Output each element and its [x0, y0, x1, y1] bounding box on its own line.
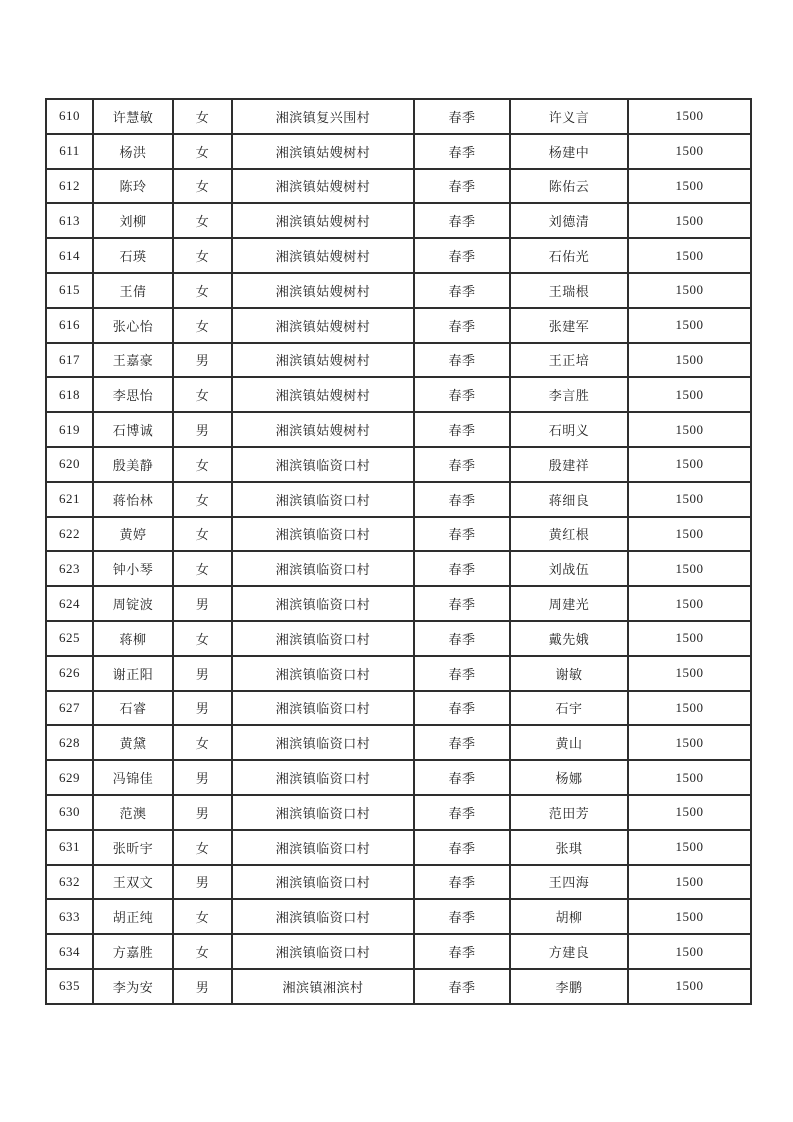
- table-row: [46, 343, 751, 378]
- cell-gender: 女: [173, 621, 232, 656]
- cell-season: 春季: [414, 621, 510, 656]
- cell-season: 春季: [414, 308, 510, 343]
- records-table: [45, 98, 752, 1005]
- cell-guardian: 杨娜: [510, 760, 628, 795]
- cell-season: 春季: [414, 551, 510, 586]
- cell-amount: 1500: [628, 308, 751, 343]
- cell-row-number: 614: [46, 238, 93, 273]
- cell-row-number: 623: [46, 551, 93, 586]
- cell-name: 石博诚: [93, 412, 173, 447]
- cell-village: 湘滨镇临资口村: [232, 447, 414, 482]
- cell-season: 春季: [414, 377, 510, 412]
- table-row: [46, 412, 751, 447]
- cell-village: 湘滨镇临资口村: [232, 725, 414, 760]
- cell-gender: 女: [173, 203, 232, 238]
- cell-gender: 女: [173, 169, 232, 204]
- table-row: [46, 238, 751, 273]
- table-row: [46, 899, 751, 934]
- cell-season: 春季: [414, 482, 510, 517]
- cell-amount: 1500: [628, 830, 751, 865]
- cell-season: 春季: [414, 760, 510, 795]
- cell-name: 石瑛: [93, 238, 173, 273]
- cell-gender: 男: [173, 969, 232, 1004]
- table-row: [46, 586, 751, 621]
- cell-name: 周锭波: [93, 586, 173, 621]
- cell-guardian: 黄红根: [510, 517, 628, 552]
- cell-season: 春季: [414, 725, 510, 760]
- cell-season: 春季: [414, 691, 510, 726]
- cell-season: 春季: [414, 969, 510, 1004]
- cell-guardian: 蒋细良: [510, 482, 628, 517]
- cell-amount: 1500: [628, 691, 751, 726]
- cell-guardian: 黄山: [510, 725, 628, 760]
- cell-gender: 女: [173, 447, 232, 482]
- cell-amount: 1500: [628, 934, 751, 969]
- cell-guardian: 石宇: [510, 691, 628, 726]
- table-row: [46, 203, 751, 238]
- cell-gender: 女: [173, 830, 232, 865]
- cell-name: 殷美静: [93, 447, 173, 482]
- cell-guardian: 胡柳: [510, 899, 628, 934]
- table-row: [46, 482, 751, 517]
- cell-village: 湘滨镇临资口村: [232, 656, 414, 691]
- table-row: [46, 134, 751, 169]
- table-row: [46, 377, 751, 412]
- cell-amount: 1500: [628, 586, 751, 621]
- cell-gender: 女: [173, 238, 232, 273]
- cell-row-number: 616: [46, 308, 93, 343]
- cell-amount: 1500: [628, 656, 751, 691]
- cell-village: 湘滨镇姑嫂树村: [232, 343, 414, 378]
- cell-gender: 女: [173, 134, 232, 169]
- cell-row-number: 620: [46, 447, 93, 482]
- cell-row-number: 635: [46, 969, 93, 1004]
- cell-row-number: 619: [46, 412, 93, 447]
- cell-gender: 女: [173, 899, 232, 934]
- cell-row-number: 624: [46, 586, 93, 621]
- cell-village: 湘滨镇临资口村: [232, 795, 414, 830]
- cell-guardian: 刘战伍: [510, 551, 628, 586]
- cell-guardian: 李鹏: [510, 969, 628, 1004]
- cell-row-number: 633: [46, 899, 93, 934]
- table-row: [46, 99, 751, 134]
- cell-gender: 女: [173, 482, 232, 517]
- cell-village: 湘滨镇临资口村: [232, 621, 414, 656]
- cell-village: 湘滨镇临资口村: [232, 586, 414, 621]
- cell-name: 王倩: [93, 273, 173, 308]
- cell-guardian: 石佑光: [510, 238, 628, 273]
- cell-amount: 1500: [628, 865, 751, 900]
- cell-name: 冯锦佳: [93, 760, 173, 795]
- cell-village: 湘滨镇临资口村: [232, 691, 414, 726]
- table-row: [46, 447, 751, 482]
- cell-guardian: 石明义: [510, 412, 628, 447]
- table-row: [46, 169, 751, 204]
- cell-name: 许慧敏: [93, 99, 173, 134]
- cell-gender: 女: [173, 273, 232, 308]
- cell-amount: 1500: [628, 99, 751, 134]
- cell-guardian: 谢敏: [510, 656, 628, 691]
- cell-name: 黄黛: [93, 725, 173, 760]
- cell-guardian: 王正培: [510, 343, 628, 378]
- cell-guardian: 周建光: [510, 586, 628, 621]
- cell-name: 蒋柳: [93, 621, 173, 656]
- cell-village: 湘滨镇姑嫂树村: [232, 203, 414, 238]
- cell-name: 刘柳: [93, 203, 173, 238]
- cell-guardian: 王瑞根: [510, 273, 628, 308]
- cell-row-number: 622: [46, 517, 93, 552]
- cell-guardian: 李言胜: [510, 377, 628, 412]
- cell-amount: 1500: [628, 969, 751, 1004]
- cell-row-number: 618: [46, 377, 93, 412]
- cell-season: 春季: [414, 899, 510, 934]
- cell-row-number: 613: [46, 203, 93, 238]
- cell-gender: 男: [173, 343, 232, 378]
- cell-season: 春季: [414, 447, 510, 482]
- cell-season: 春季: [414, 99, 510, 134]
- cell-gender: 女: [173, 934, 232, 969]
- table-row: [46, 656, 751, 691]
- cell-name: 黄婷: [93, 517, 173, 552]
- cell-amount: 1500: [628, 795, 751, 830]
- cell-amount: 1500: [628, 134, 751, 169]
- cell-name: 胡正纯: [93, 899, 173, 934]
- table-row: [46, 691, 751, 726]
- cell-amount: 1500: [628, 725, 751, 760]
- cell-guardian: 张建军: [510, 308, 628, 343]
- table-row: [46, 551, 751, 586]
- table-row: [46, 865, 751, 900]
- cell-village: 湘滨镇姑嫂树村: [232, 377, 414, 412]
- cell-village: 湘滨镇临资口村: [232, 934, 414, 969]
- cell-gender: 女: [173, 99, 232, 134]
- cell-guardian: 范田芳: [510, 795, 628, 830]
- cell-village: 湘滨镇临资口村: [232, 482, 414, 517]
- cell-amount: 1500: [628, 551, 751, 586]
- cell-village: 湘滨镇姑嫂树村: [232, 308, 414, 343]
- cell-village: 湘滨镇临资口村: [232, 551, 414, 586]
- cell-village: 湘滨镇临资口村: [232, 899, 414, 934]
- cell-row-number: 617: [46, 343, 93, 378]
- cell-row-number: 631: [46, 830, 93, 865]
- cell-gender: 女: [173, 308, 232, 343]
- cell-row-number: 628: [46, 725, 93, 760]
- cell-season: 春季: [414, 586, 510, 621]
- cell-amount: 1500: [628, 169, 751, 204]
- cell-name: 方嘉胜: [93, 934, 173, 969]
- table-row: [46, 760, 751, 795]
- cell-amount: 1500: [628, 517, 751, 552]
- cell-name: 张昕宇: [93, 830, 173, 865]
- cell-row-number: 610: [46, 99, 93, 134]
- cell-guardian: 王四海: [510, 865, 628, 900]
- cell-row-number: 632: [46, 865, 93, 900]
- cell-amount: 1500: [628, 412, 751, 447]
- cell-season: 春季: [414, 273, 510, 308]
- cell-row-number: 611: [46, 134, 93, 169]
- cell-gender: 男: [173, 691, 232, 726]
- cell-village: 湘滨镇复兴围村: [232, 99, 414, 134]
- cell-name: 李思怡: [93, 377, 173, 412]
- cell-name: 李为安: [93, 969, 173, 1004]
- cell-guardian: 殷建祥: [510, 447, 628, 482]
- table-row: [46, 273, 751, 308]
- cell-season: 春季: [414, 830, 510, 865]
- cell-amount: 1500: [628, 760, 751, 795]
- cell-season: 春季: [414, 343, 510, 378]
- cell-season: 春季: [414, 238, 510, 273]
- cell-village: 湘滨镇姑嫂树村: [232, 273, 414, 308]
- cell-season: 春季: [414, 412, 510, 447]
- cell-guardian: 张琪: [510, 830, 628, 865]
- table-row: [46, 725, 751, 760]
- cell-season: 春季: [414, 203, 510, 238]
- records-table-body: [46, 99, 751, 1004]
- cell-gender: 男: [173, 656, 232, 691]
- cell-row-number: 615: [46, 273, 93, 308]
- cell-guardian: 方建良: [510, 934, 628, 969]
- cell-guardian: 许义言: [510, 99, 628, 134]
- cell-row-number: 621: [46, 482, 93, 517]
- cell-amount: 1500: [628, 273, 751, 308]
- cell-season: 春季: [414, 517, 510, 552]
- cell-name: 石睿: [93, 691, 173, 726]
- cell-amount: 1500: [628, 343, 751, 378]
- cell-amount: 1500: [628, 377, 751, 412]
- cell-name: 谢正阳: [93, 656, 173, 691]
- table-row: [46, 934, 751, 969]
- cell-gender: 女: [173, 551, 232, 586]
- cell-season: 春季: [414, 934, 510, 969]
- cell-row-number: 629: [46, 760, 93, 795]
- cell-name: 陈玲: [93, 169, 173, 204]
- table-row: [46, 308, 751, 343]
- cell-name: 王嘉豪: [93, 343, 173, 378]
- table-row: [46, 795, 751, 830]
- cell-gender: 男: [173, 795, 232, 830]
- cell-village: 湘滨镇临资口村: [232, 760, 414, 795]
- cell-amount: 1500: [628, 482, 751, 517]
- cell-village: 湘滨镇临资口村: [232, 517, 414, 552]
- cell-row-number: 634: [46, 934, 93, 969]
- cell-guardian: 戴先娥: [510, 621, 628, 656]
- cell-village: 湘滨镇姑嫂树村: [232, 238, 414, 273]
- cell-season: 春季: [414, 656, 510, 691]
- cell-amount: 1500: [628, 447, 751, 482]
- cell-gender: 女: [173, 725, 232, 760]
- cell-guardian: 刘德清: [510, 203, 628, 238]
- cell-name: 钟小琴: [93, 551, 173, 586]
- cell-amount: 1500: [628, 621, 751, 656]
- cell-gender: 女: [173, 517, 232, 552]
- cell-gender: 男: [173, 412, 232, 447]
- cell-gender: 男: [173, 760, 232, 795]
- cell-gender: 男: [173, 586, 232, 621]
- cell-guardian: 杨建中: [510, 134, 628, 169]
- table-row: [46, 830, 751, 865]
- cell-village: 湘滨镇姑嫂树村: [232, 134, 414, 169]
- cell-village: 湘滨镇湘滨村: [232, 969, 414, 1004]
- cell-row-number: 612: [46, 169, 93, 204]
- cell-season: 春季: [414, 865, 510, 900]
- cell-row-number: 627: [46, 691, 93, 726]
- cell-name: 范澳: [93, 795, 173, 830]
- cell-row-number: 625: [46, 621, 93, 656]
- cell-name: 张心怡: [93, 308, 173, 343]
- cell-village: 湘滨镇姑嫂树村: [232, 412, 414, 447]
- cell-season: 春季: [414, 134, 510, 169]
- table-row: [46, 517, 751, 552]
- table-row: [46, 621, 751, 656]
- cell-village: 湘滨镇姑嫂树村: [232, 169, 414, 204]
- cell-row-number: 630: [46, 795, 93, 830]
- table-row: [46, 969, 751, 1004]
- cell-season: 春季: [414, 169, 510, 204]
- cell-name: 杨洪: [93, 134, 173, 169]
- cell-gender: 女: [173, 377, 232, 412]
- cell-name: 蒋怡林: [93, 482, 173, 517]
- cell-row-number: 626: [46, 656, 93, 691]
- cell-name: 王双文: [93, 865, 173, 900]
- cell-season: 春季: [414, 795, 510, 830]
- cell-village: 湘滨镇临资口村: [232, 865, 414, 900]
- cell-gender: 男: [173, 865, 232, 900]
- cell-amount: 1500: [628, 899, 751, 934]
- cell-amount: 1500: [628, 203, 751, 238]
- cell-amount: 1500: [628, 238, 751, 273]
- cell-village: 湘滨镇临资口村: [232, 830, 414, 865]
- cell-guardian: 陈佑云: [510, 169, 628, 204]
